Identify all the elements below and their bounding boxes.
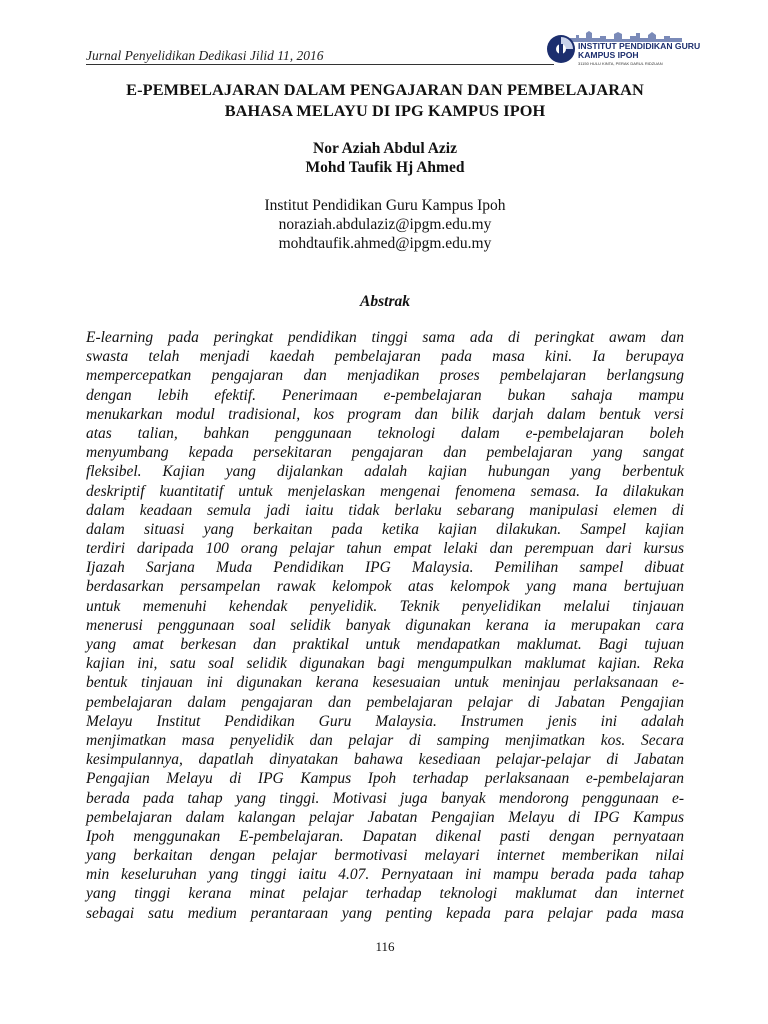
affiliation-institution: Institut Pendidikan Guru Kampus Ipoh — [264, 197, 506, 214]
abstract-line: dengan lebih efektif. Penerimaan e-pembelajaran bukan sahaja mampu — [86, 386, 684, 404]
logo-address: 31150 HULU KINTA, PERAK DARUL RIDZUAN — [578, 61, 663, 66]
abstract-line: atas talian, bahkan penggunaan teknologi dalam e-pembelajaran boleh — [86, 424, 684, 442]
abstract-line: berada pada tahap yang tinggi. Motivasi juga banyak mendorong penggunaan e- — [86, 789, 684, 807]
journal-name: Jurnal Penyelidikan Dedikasi Jilid 11, 2016 — [86, 48, 324, 63]
abstract-line: berdasarkan persampelan rawak kelompok atas kelompok yang mana bertujuan — [86, 578, 684, 596]
abstract-line: Pengajian Melayu di IPG Kampus Ipoh terhadap perlaksanaan e-pembelajaran — [86, 770, 684, 788]
abstract-heading: Abstrak — [360, 293, 410, 310]
abstract-line: dalam keadaan semula jadi iaitu tidak berlaku sebarang manipulasi elemen di — [86, 501, 684, 519]
abstract-line: bentuk tinjauan ini digunakan kerana kesesuaian untuk meninjau perlaksanaan e- — [86, 674, 684, 692]
abstract-line: pembelajaran dalam pengajaran dan pembelajaran pelajar di Jabatan Pengajian — [86, 693, 684, 711]
logo-institute-name: INSTITUT PENDIDIKAN GURU — [578, 41, 701, 51]
title-line: BAHASA MELAYU DI IPG KAMPUS IPOH — [224, 101, 546, 120]
author-email: mohdtaufik.ahmed@ipgm.edu.my — [278, 235, 492, 252]
author-name: Mohd Taufik Hj Ahmed — [305, 159, 465, 176]
abstract-line: fleksibel. Kajian yang dijalankan adalah kajian hubungan yang berbentuk — [86, 463, 684, 481]
abstract-line: yang amat berkesan dan praktikal untuk mendapatkan maklumat. Bagi tujuan — [86, 636, 684, 653]
title-line: E-PEMBELAJARAN DALAM PENGAJARAN DAN PEMBELAJARAN — [126, 80, 644, 99]
abstract-line: Melayu Institut Pendidikan Guru Malaysia. Instrumen jenis ini adalah — [86, 712, 684, 730]
abstract-line: mempercepatkan pengajaran dan menjadikan proses pembelajaran berlangsung — [86, 367, 684, 385]
abstract-line: menukarkan modul tradisional, kos program dan bilik darjah dalam bentuk versi — [86, 405, 684, 423]
author-list — [86, 139, 684, 177]
institute-logo — [546, 30, 701, 70]
ipg-emblem-icon — [546, 34, 576, 64]
abstract-line: kajian ini, satu soal selidik digunakan bagi mengumpulkan maklumat kajian. Reka — [86, 655, 684, 673]
abstract-line: pembelajaran dalam kalangan pelajar Jabatan Pengajian Melayu di IPG Kampus — [86, 808, 684, 826]
author-email: noraziah.abdulaziz@ipgm.edu.my — [278, 216, 492, 233]
running-header — [86, 41, 701, 72]
affiliation-block — [86, 196, 684, 253]
abstract-line: swasta telah menjadi kaedah pembelajaran pada masa kini. Ia berupaya — [86, 348, 684, 366]
page-number: 116 — [375, 939, 395, 954]
abstract-line: yang berkaitan dengan pelajar bermotivasi melayari internet memberikan nilai — [86, 847, 684, 865]
logo-campus-name: KAMPUS IPOH — [578, 50, 639, 60]
author-name: Nor Aziah Abdul Aziz — [313, 140, 457, 157]
header-rule — [86, 64, 554, 65]
abstract-line: sebagai satu medium perantaraan yang penting kepada para pelajar pada masa — [86, 904, 684, 922]
paper-title — [86, 79, 684, 121]
abstract-line: yang tinggi kerana minat pelajar terhadap teknologi maklumat dan internet — [86, 885, 684, 903]
abstract-line: menjimatkan masa penyelidik dan pelajar di samping menjimatkan kos. Secara — [86, 731, 684, 749]
abstract-line: Ijazah Sarjana Muda Pendidikan IPG Malaysia. Pemilihan sampel dibuat — [86, 559, 684, 577]
abstract-line: untuk memenuhi kehendak penyelidik. Teknik penyelidikan melalui tinjauan — [86, 597, 684, 615]
abstract-body — [86, 328, 684, 923]
abstract-line: menyumbang kepada persekitaran pengajaran dan pembelajaran yang sangat — [86, 444, 684, 462]
abstract-line: Ipoh menggunakan E-pembelajaran. Dapatan dikenal pasti dengan pernyataan — [86, 827, 684, 845]
abstract-line: min keseluruhan yang tinggi iaitu 4.07. Pernyataan ini mampu berada pada tahap — [86, 866, 684, 884]
abstract-line: dalam situasi yang berkaitan pada ketika kajian dilakukan. Sampel kajian — [86, 520, 684, 538]
abstract-line: E-learning pada peringkat pendidikan tinggi sama ada di peringkat awam dan — [86, 329, 684, 346]
abstract-line: menerusi penggunaan soal selidik banyak digunakan kerana ia merupakan cara — [86, 616, 684, 634]
abstract-line: kesimpulannya, dapatlah dinyatakan bahawa kesediaan pelajar-pelajar di Jabatan — [86, 751, 684, 769]
abstract-line: deskriptif kuantitatif untuk menjelaskan mengenai fenomena semasa. Ia dilakukan — [86, 482, 684, 500]
abstract-line: terdiri daripada 100 orang pelajar tahun empat lelaki dan perempuan dari kursus — [86, 540, 684, 558]
